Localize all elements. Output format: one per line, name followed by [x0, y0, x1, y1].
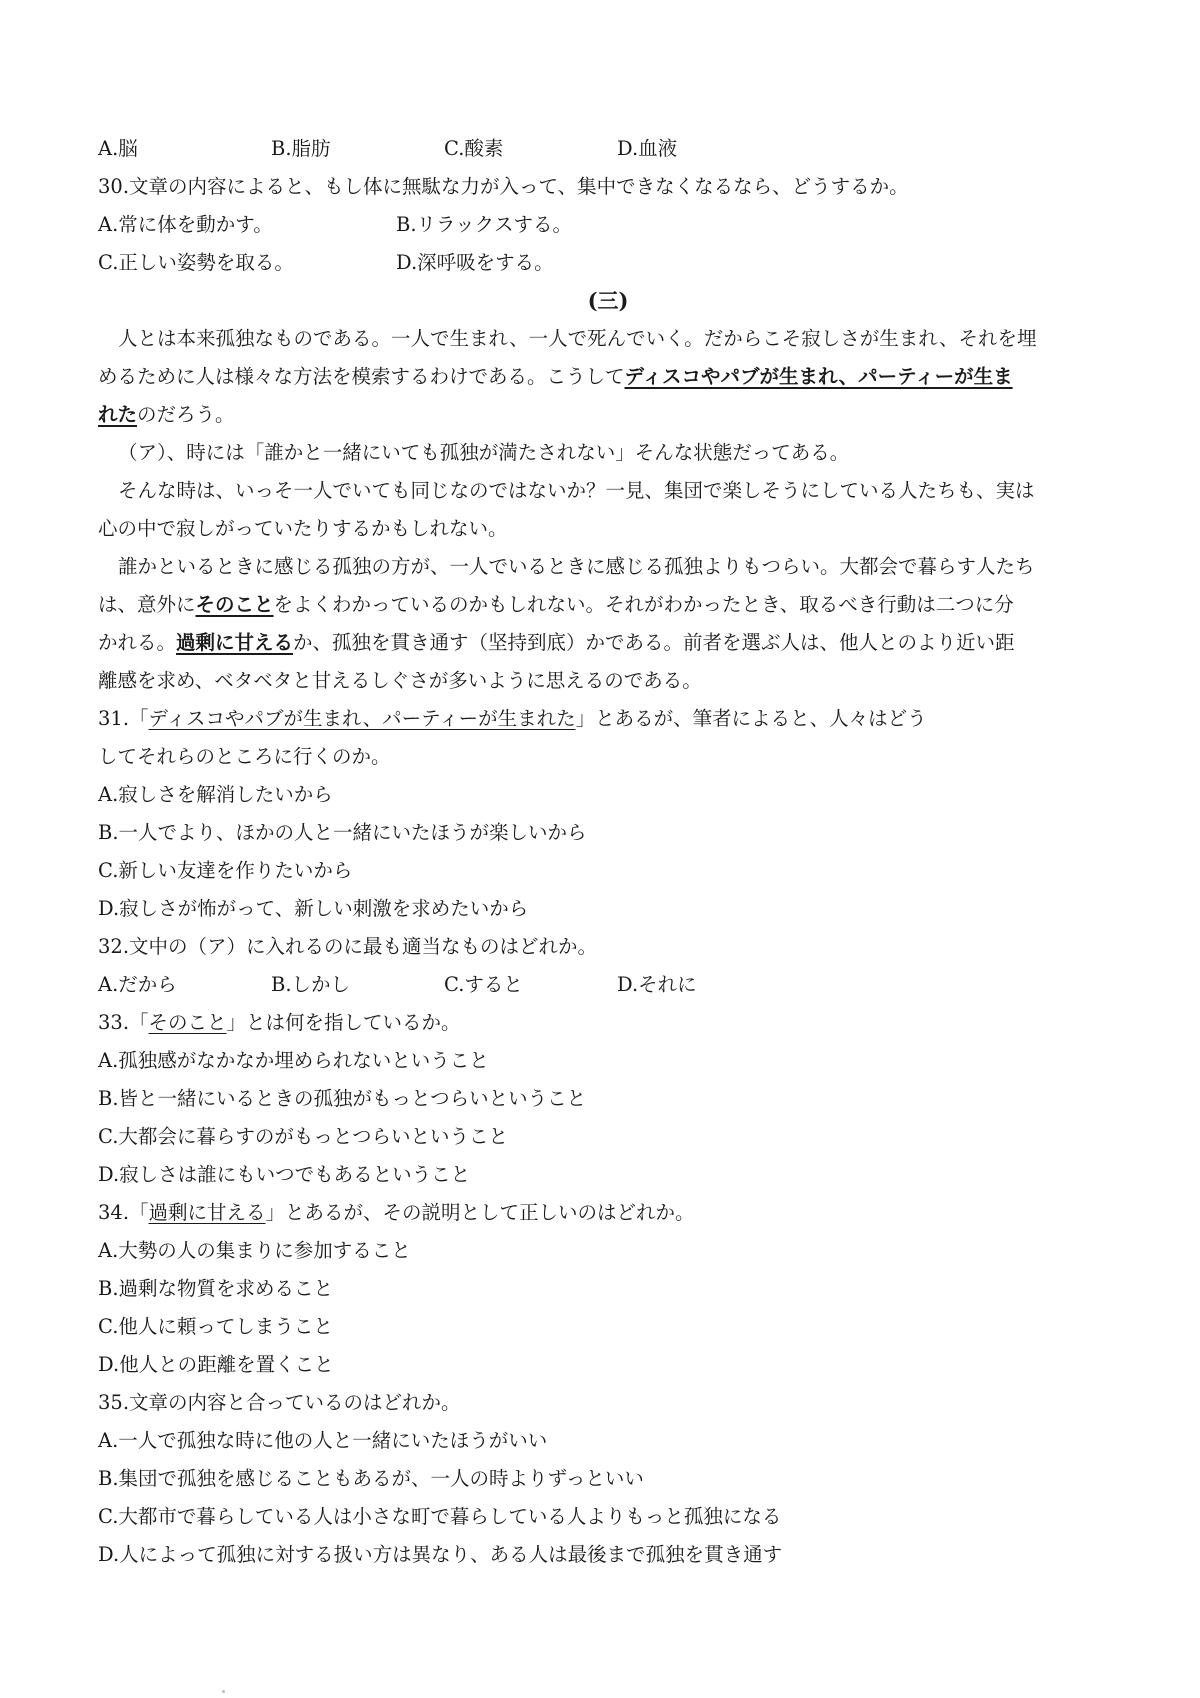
q31-option-b: B.一人でより、ほかの人と一緒にいたほうが楽しいから: [98, 821, 587, 844]
passage-line: 人とは本来孤独なものである。一人で生まれ、一人で死んでいく。だからこそ寂しさが生まれ、それを埋: [118, 327, 1037, 350]
passage-text: かれる。: [98, 631, 177, 654]
passage-line: [98, 358, 1118, 396]
q31-text: 」とあるが、筆者によると、人々はどう: [575, 707, 927, 730]
q34-option-a: A.大勢の人の集まりに参加すること: [98, 1239, 411, 1262]
passage-paragraph-4: [98, 548, 1118, 700]
q32-option-a: A.だから: [98, 973, 177, 996]
passage-line: [98, 624, 1118, 662]
q33-text: 」とは何を指しているか。: [226, 1011, 461, 1034]
q31-option-a: A.寂しさを解消したいから: [98, 783, 333, 806]
passage-paragraph-2: [98, 434, 1118, 472]
q33-option-d: D.寂しさは誰にもいつでもあるということ: [98, 1163, 471, 1186]
q30-option-b: B.リラックスする。: [396, 213, 572, 236]
underlined-phrase-disco-end: れた: [98, 403, 138, 426]
q29-option-b: B.脂肪: [271, 137, 331, 160]
passage-line: 心の中で寂しがっていたりするかもしれない。: [98, 517, 508, 540]
q31-question-cont: してそれらのところに行くのか。: [98, 745, 391, 768]
q30-option-c: C.正しい姿勢を取る。: [98, 251, 294, 274]
q32-question: 32.文中の（ア）に入れるのに最も適当なものはどれか。: [98, 935, 598, 958]
q31-underlined: ディスコやパブが生まれ、パーティーが生まれた: [148, 707, 576, 730]
page-mark-dot: [222, 1690, 225, 1693]
passage-line: [98, 586, 1118, 624]
exam-page: [98, 130, 1118, 1574]
q34-text: 」とあるが、その説明として正しいのはどれか。: [265, 1201, 695, 1224]
passage-text: か、孤独を貫き通す（坚持到底）かである。前者を選ぶ人は、他人とのより近い距: [293, 631, 1015, 654]
passage-text: をよくわかっているのかもしれない。それがわかったとき、取るべき行動は二つに分: [273, 593, 1014, 616]
q32-option-d: D.それに: [617, 973, 697, 996]
underlined-phrase-sonokoto: そのこと: [195, 593, 274, 616]
section-title: (三): [587, 288, 629, 313]
q34-option-b: B.過剰な物質を求めること: [98, 1277, 334, 1300]
passage-text: は、意外に: [98, 593, 196, 616]
q31-option-d: D.寂しさが怖がって、新しい刺激を求めたいから: [98, 897, 529, 920]
q32-option-c: C.すると: [444, 973, 523, 996]
q33-option-c: C.大都会に暮らすのがもっとつらいということ: [98, 1125, 509, 1148]
q34-question: [98, 1194, 1118, 1232]
q33-option-b: B.皆と一緒にいるときの孤独がもっとつらいということ: [98, 1087, 587, 1110]
q29-option-d: D.血液: [617, 137, 678, 160]
q30-option-a: A.常に体を動かす。: [98, 213, 273, 236]
passage-line: 離感を求め、ベタベタと甘えるしぐさが多いように思えるのである。: [98, 669, 702, 692]
q35-option-c: C.大都市で暮らしている人は小さな町で暮らしている人よりもっと孤独になる: [98, 1505, 782, 1528]
q35-option-d: D.人によって孤独に対する扱い方は異なり、ある人は最後まで孤独を貫き通す: [98, 1543, 783, 1566]
passage-paragraph-3: [98, 472, 1118, 548]
q34-option-d: D.他人との距離を置くこと: [98, 1353, 334, 1376]
q30-options-row2: [98, 244, 1118, 282]
q29-options: [98, 130, 1118, 168]
q34-option-c: C.他人に頼ってしまうこと: [98, 1315, 333, 1338]
q32-option-b: B.しかし: [271, 973, 351, 996]
underlined-phrase-disco: ディスコやパブが生まれ、パーティーが生ま: [624, 365, 1013, 388]
passage-paragraph-1: [98, 320, 1118, 434]
q30-option-d: D.深呼吸をする。: [396, 251, 554, 274]
q34-text: 34.「: [98, 1201, 149, 1224]
passage-text: めるために人は様々な方法を模索するわけである。こうして: [98, 365, 625, 388]
q29-option-a: A.脳: [98, 137, 138, 160]
passage-line: そんな時は、いっそ一人でいても同じなのではないか？一見、集団で楽しそうにしている人たちも、実は: [118, 479, 1035, 502]
passage-line: （ア）、時には「誰かと一緒にいても孤独が満たされない」そんな状態だってある。: [118, 441, 850, 464]
passage-line: [98, 396, 1118, 434]
q35-option-a: A.一人で孤独な時に他の人と一緒にいたほうがいい: [98, 1429, 548, 1452]
q29-option-c: C.酸素: [444, 137, 504, 160]
q30-options-row1: [98, 206, 1118, 244]
q34-underlined: 過剰に甘える: [148, 1201, 266, 1224]
passage-line: 誰かといるときに感じる孤独の方が、一人でいるときに感じる孤独よりもつらい。大都会で暮らす人たち: [118, 555, 1035, 578]
q31-question: [98, 700, 1118, 738]
q31-text: 31.「: [98, 707, 149, 730]
passage-text: のだろう。: [137, 403, 235, 426]
q33-option-a: A.孤独感がなかなか埋められないということ: [98, 1049, 489, 1072]
underlined-phrase-amaeru: 過剰に甘える: [176, 631, 294, 654]
q31-option-c: C.新しい友達を作りたいから: [98, 859, 353, 882]
q32-options: [98, 966, 1118, 1004]
q35-option-b: B.集団で孤独を感じることもあるが、一人の時よりずっといい: [98, 1467, 644, 1490]
q30-question: 30.文章の内容によると、もし体に無駄な力が入って、集中できなくなるなら、どうするか。: [98, 175, 909, 198]
q35-question: 35.文章の内容と合っているのはどれか。: [98, 1391, 461, 1414]
q33-text: 33.「: [98, 1011, 149, 1034]
q33-underlined: そのこと: [148, 1011, 227, 1034]
q33-question: [98, 1004, 1118, 1042]
